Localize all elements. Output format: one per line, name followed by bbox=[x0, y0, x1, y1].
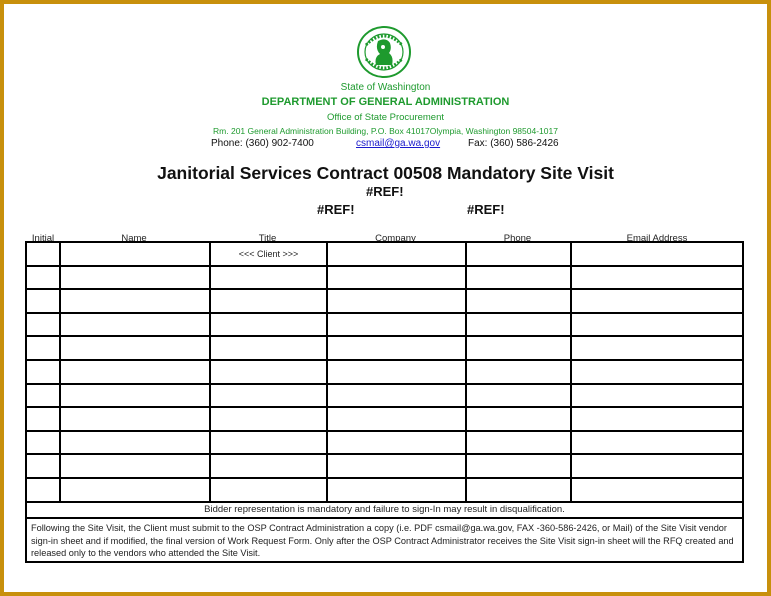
name-cell[interactable] bbox=[61, 385, 211, 407]
table-row bbox=[27, 385, 742, 409]
initial-cell[interactable] bbox=[27, 243, 61, 265]
company-cell[interactable] bbox=[328, 314, 467, 336]
sign-in-table bbox=[25, 241, 744, 519]
title-cell[interactable] bbox=[211, 385, 328, 407]
title-cell[interactable]: <<< Client >>> bbox=[211, 243, 328, 265]
column-header-name: Name bbox=[121, 233, 147, 244]
state-name: State of Washington bbox=[340, 82, 431, 93]
email-cell[interactable] bbox=[572, 361, 742, 383]
initial-cell[interactable] bbox=[27, 432, 61, 454]
phone-cell[interactable] bbox=[467, 267, 572, 289]
initial-cell[interactable] bbox=[27, 337, 61, 359]
title-cell[interactable] bbox=[211, 479, 328, 501]
email-cell[interactable] bbox=[572, 337, 742, 359]
initial-cell[interactable] bbox=[27, 290, 61, 312]
phone-cell[interactable] bbox=[467, 361, 572, 383]
initial-cell[interactable] bbox=[27, 455, 61, 477]
email-cell[interactable] bbox=[572, 243, 742, 265]
name-cell[interactable] bbox=[61, 432, 211, 454]
table-row bbox=[27, 455, 742, 479]
ref-right: #REF! bbox=[467, 202, 505, 217]
name-cell[interactable] bbox=[61, 479, 211, 501]
column-header-phone: Phone bbox=[503, 233, 532, 244]
column-header-company: Company bbox=[375, 233, 416, 244]
email-link[interactable]: csmail@ga.wa.gov bbox=[356, 138, 441, 149]
table-row bbox=[27, 267, 742, 291]
washington-state-seal-icon bbox=[356, 25, 412, 79]
table-row bbox=[27, 432, 742, 456]
title-cell[interactable] bbox=[211, 361, 328, 383]
bidder-requirement-note: Bidder representation is mandatory and failure to sign-In may result in disqualification. bbox=[27, 503, 742, 519]
initial-cell[interactable] bbox=[27, 408, 61, 430]
table-row bbox=[27, 408, 742, 432]
title-cell[interactable] bbox=[211, 290, 328, 312]
company-cell[interactable] bbox=[328, 385, 467, 407]
phone-cell[interactable] bbox=[467, 290, 572, 312]
phone-cell[interactable] bbox=[467, 243, 572, 265]
name-cell[interactable] bbox=[61, 267, 211, 289]
email-cell[interactable] bbox=[572, 408, 742, 430]
company-cell[interactable] bbox=[328, 432, 467, 454]
department-name: DEPARTMENT OF GENERAL ADMINISTRATION bbox=[261, 96, 510, 108]
table-row bbox=[27, 361, 742, 385]
phone-cell[interactable] bbox=[467, 432, 572, 454]
column-header-initial: Initial bbox=[31, 233, 55, 244]
email-cell[interactable] bbox=[572, 455, 742, 477]
table-row bbox=[27, 479, 742, 503]
email-cell[interactable] bbox=[572, 267, 742, 289]
fax: Fax: (360) 586-2426 bbox=[468, 138, 559, 149]
initial-cell[interactable] bbox=[27, 479, 61, 501]
document-page bbox=[4, 4, 767, 592]
email-cell[interactable] bbox=[572, 290, 742, 312]
name-cell[interactable] bbox=[61, 243, 211, 265]
ref-left: #REF! bbox=[317, 202, 355, 217]
company-cell[interactable] bbox=[328, 361, 467, 383]
name-cell[interactable] bbox=[61, 290, 211, 312]
phone-cell[interactable] bbox=[467, 385, 572, 407]
initial-cell[interactable] bbox=[27, 361, 61, 383]
name-cell[interactable] bbox=[61, 455, 211, 477]
initial-cell[interactable] bbox=[27, 314, 61, 336]
phone-cell[interactable] bbox=[467, 314, 572, 336]
company-cell[interactable] bbox=[328, 243, 467, 265]
table-row bbox=[27, 290, 742, 314]
office-name: Office of State Procurement bbox=[326, 112, 445, 123]
phone-cell[interactable] bbox=[467, 479, 572, 501]
title-cell[interactable] bbox=[211, 432, 328, 454]
company-cell[interactable] bbox=[328, 290, 467, 312]
ref-center: #REF! bbox=[366, 184, 404, 199]
table-row bbox=[27, 243, 742, 267]
initial-cell[interactable] bbox=[27, 267, 61, 289]
name-cell[interactable] bbox=[61, 361, 211, 383]
column-header-email: Email Address bbox=[626, 233, 688, 244]
email-cell[interactable] bbox=[572, 479, 742, 501]
table-row bbox=[27, 337, 742, 361]
site-visit-instructions: Following the Site Visit, the Client must submit to the OSP Contract Administration a copy (i.e. PDF csmail@ga.wa.gov, FAX -360-586-2426, or Mail) of the Site Visit vendor sign-in sheet and if modified, the final version of Work Request Form. Only after the OSP Contract Administrator receives the Site Visit sign-in sheet will the RFQ created and released only to the vendors who attended the Site Visit. bbox=[25, 515, 744, 563]
title-cell[interactable] bbox=[211, 314, 328, 336]
company-cell[interactable] bbox=[328, 337, 467, 359]
page-title: Janitorial Services Contract 00508 Mandatory Site Visit bbox=[157, 163, 614, 183]
name-cell[interactable] bbox=[61, 337, 211, 359]
email-cell[interactable] bbox=[572, 432, 742, 454]
title-cell[interactable] bbox=[211, 455, 328, 477]
phone-cell[interactable] bbox=[467, 408, 572, 430]
email-cell[interactable] bbox=[572, 385, 742, 407]
company-cell[interactable] bbox=[328, 479, 467, 501]
company-cell[interactable] bbox=[328, 408, 467, 430]
column-header-title: Title bbox=[258, 233, 277, 244]
phone-cell[interactable] bbox=[467, 337, 572, 359]
initial-cell[interactable] bbox=[27, 385, 61, 407]
title-cell[interactable] bbox=[211, 337, 328, 359]
title-cell[interactable] bbox=[211, 408, 328, 430]
company-cell[interactable] bbox=[328, 455, 467, 477]
table-row bbox=[27, 314, 742, 338]
name-cell[interactable] bbox=[61, 314, 211, 336]
company-cell[interactable] bbox=[328, 267, 467, 289]
email-cell[interactable] bbox=[572, 314, 742, 336]
phone-cell[interactable] bbox=[467, 455, 572, 477]
name-cell[interactable] bbox=[61, 408, 211, 430]
title-cell[interactable] bbox=[211, 267, 328, 289]
phone: Phone: (360) 902-7400 bbox=[211, 138, 314, 149]
address: Rm. 201 General Administration Building, P.O. Box 41017Olympia, Washington 98504-1017 bbox=[213, 126, 558, 136]
